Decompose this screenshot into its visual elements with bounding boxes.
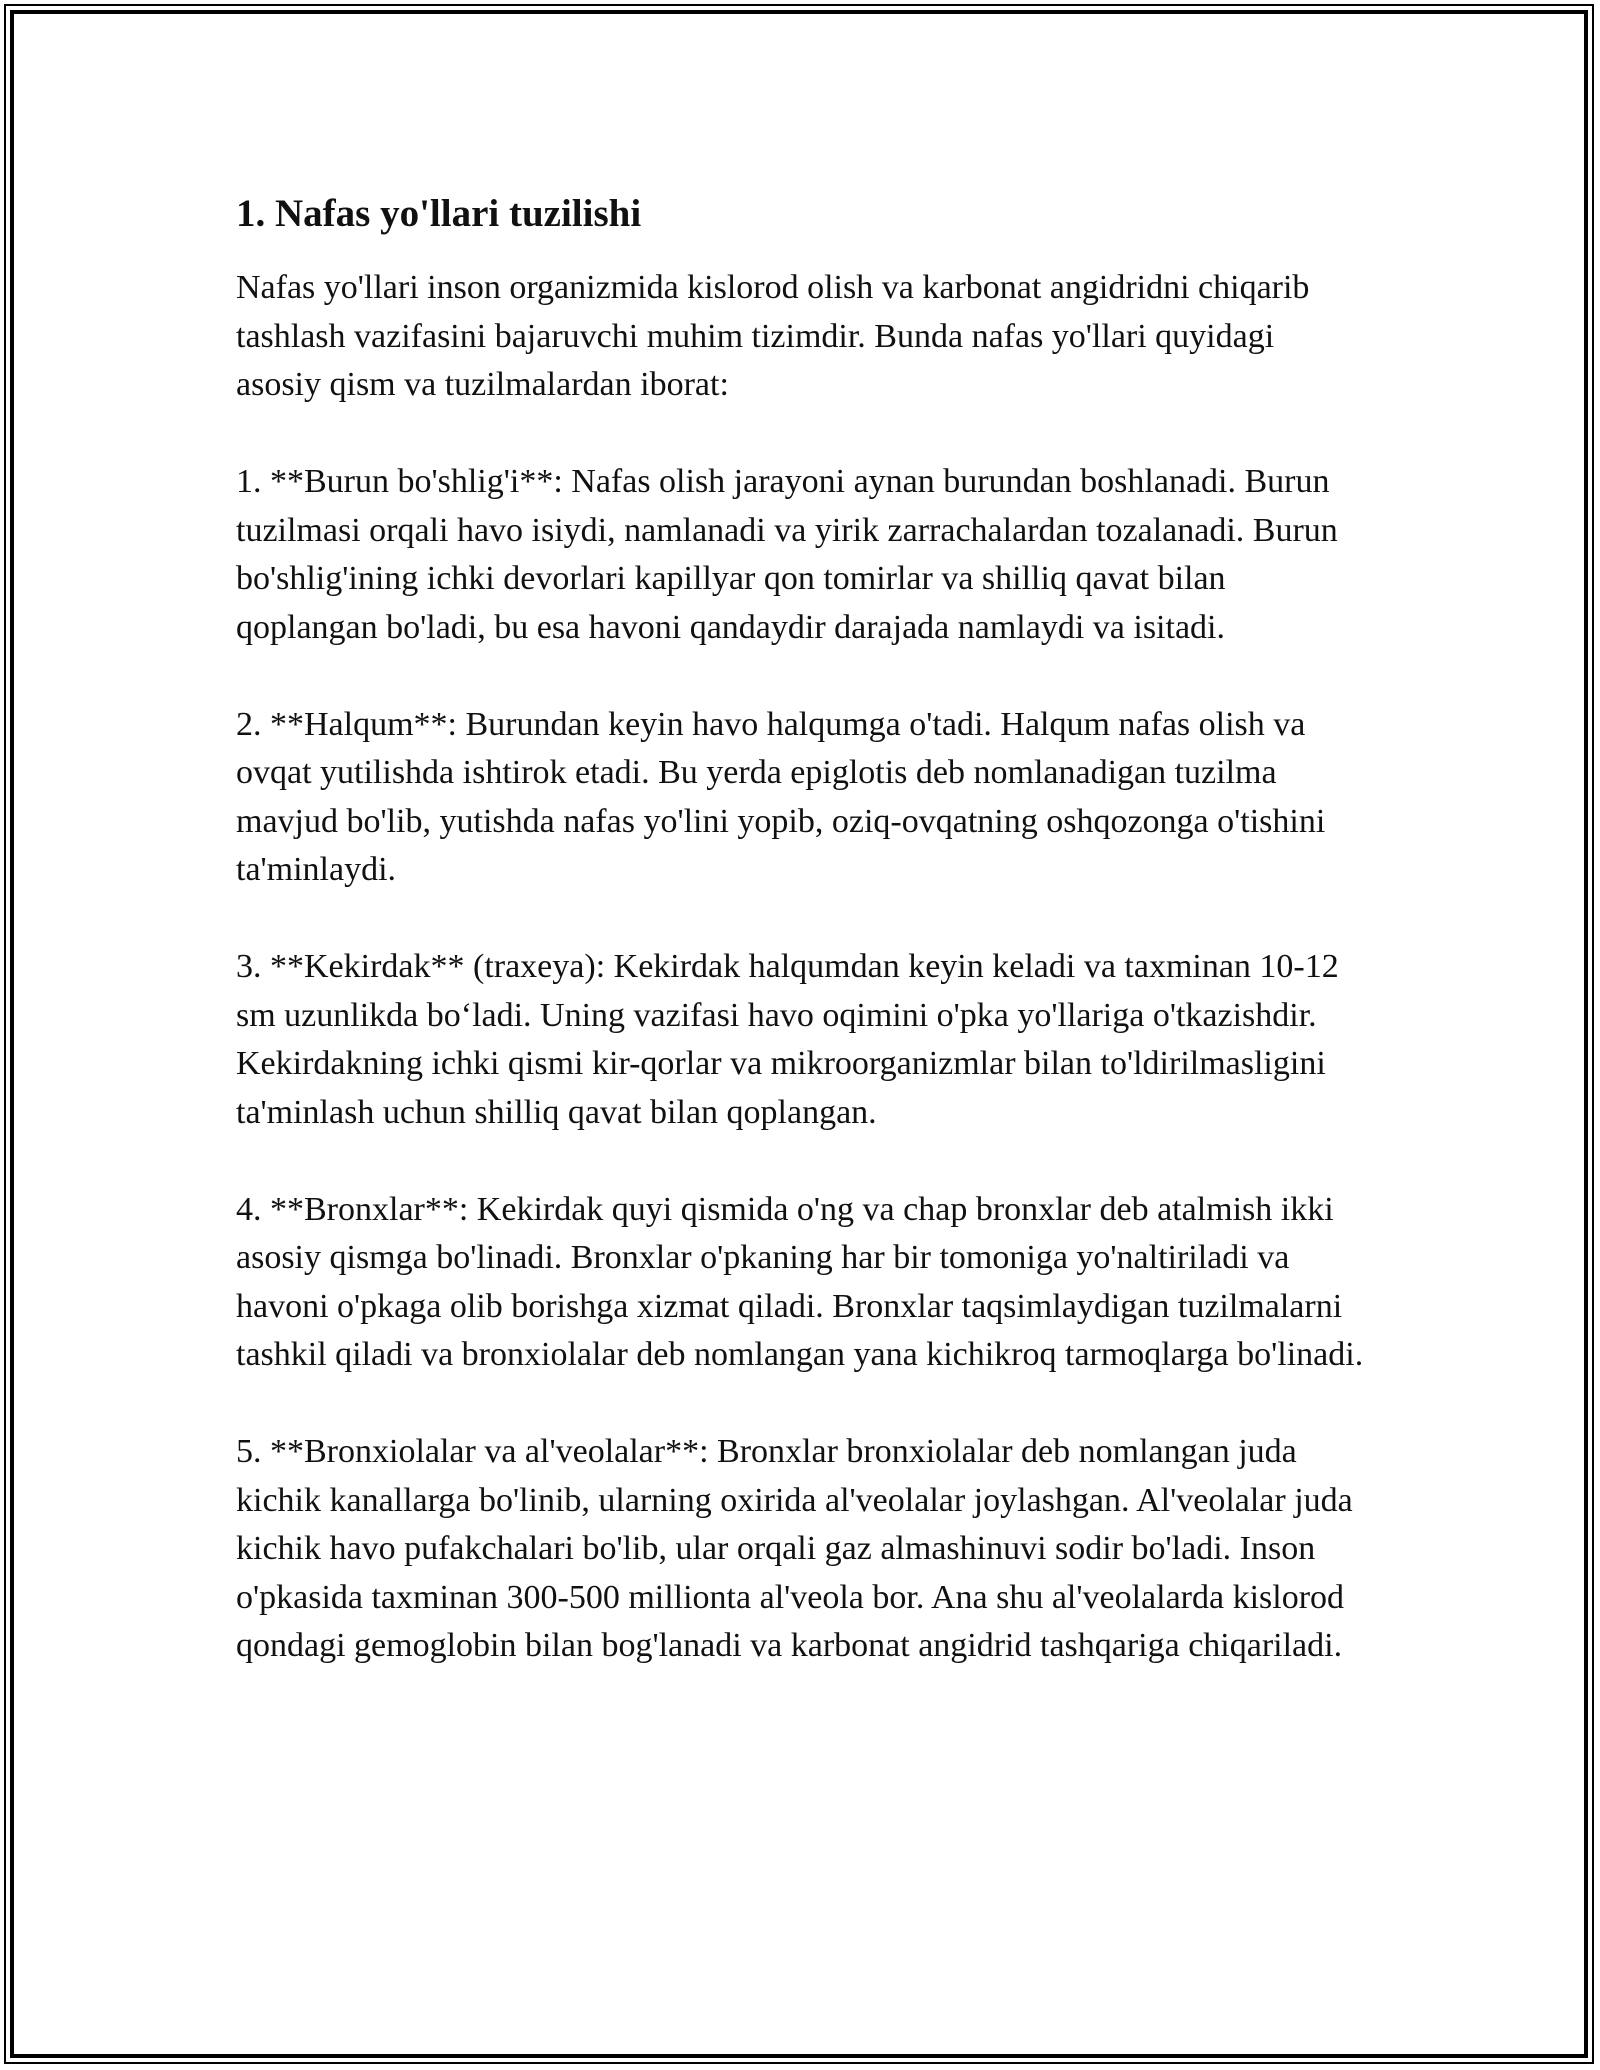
document-title: 1. Nafas yo'llari tuzilishi — [236, 192, 642, 235]
section-bronxlar-paragraph: 4. **Bronxlar**: Kekirdak quyi qismida o'ng va chap bronxlar deb atalmish ikki asosiy qismga bo'linadi. Bronxlar o'pkaning har bir tomoniga yo'naltiriladi va havoni o'pkaga olib borishga xizmat qiladi. Bronxlar taqsimlaydigan tuzilmalarni tashkil qiladi va bronxiolalar deb nomlangan yana kichikroq tarmoqlarga bo'linadi. — [236, 1190, 1364, 1373]
intro-paragraph: Nafas yo'llari inson organizmida kislorod olish va karbonat angidridni chiqarib tashlash vazifasini bajaruvchi muhim tizimdir. Bunda nafas yo'llari quyidagi asosiy qism va tuzilmalardan iborat: — [236, 269, 1310, 403]
section-kekirdak-paragraph: 3. **Kekirdak** (traxeya): Kekirdak halqumdan keyin keladi va taxminan 10-12 sm uzunlikda bo‘ladi. Uning vazifasi havo oqimini o'pka yo'llariga o'tkazishdir. Kekirdakning ichki qismi kir-qorlar va mikroorganizmlar bilan to'ldirilmasligini ta'minlash uchun shilliq qavat bilan qoplangan. — [236, 948, 1339, 1131]
section-burun-paragraph: 1. **Burun bo'shlig'i**: Nafas olish jarayoni aynan burundan boshlanadi. Burun tuzilmasi orqali havo isiydi, namlanadi va yirik zarrachalardan tozalanadi. Burun bo'shlig'ining ichki devorlari kapillyar qon tomirlar va shilliq qavat bilan qoplangan bo'ladi, bu esa havoni qandaydir darajada namlaydi va isitadi. — [236, 463, 1338, 646]
document-body — [236, 188, 1366, 1719]
section-halqum-paragraph: 2. **Halqum**: Burundan keyin havo halqumga o'tadi. Halqum nafas olish va ovqat yutilishda ishtirok etadi. Bu yerda epiglotis deb nomlanadigan tuzilma mavjud bo'lib, yutishda nafas yo'lini yopib, oziq-ovqatning oshqozonga o'tishini ta'minlaydi. — [236, 705, 1326, 888]
section-bronxiolalar-paragraph: 5. **Bronxiolalar va al'veolalar**: Bronxlar bronxiolalar deb nomlangan juda kichik kanallarga bo'linib, ularning oxirida al'veolalar joylashgan. Al'veolalar juda kichik havo pufakchalari bo'lib, ular orqali gaz almashinuvi sodir bo'ladi. Inson o'pkasida taxminan 300-500 millionta al'veola bor. Ana shu al'veolalarda kislorod qondagi gemoglobin bilan bog'lanadi va karbonat angidrid tashqariga chiqariladi. — [236, 1433, 1353, 1664]
